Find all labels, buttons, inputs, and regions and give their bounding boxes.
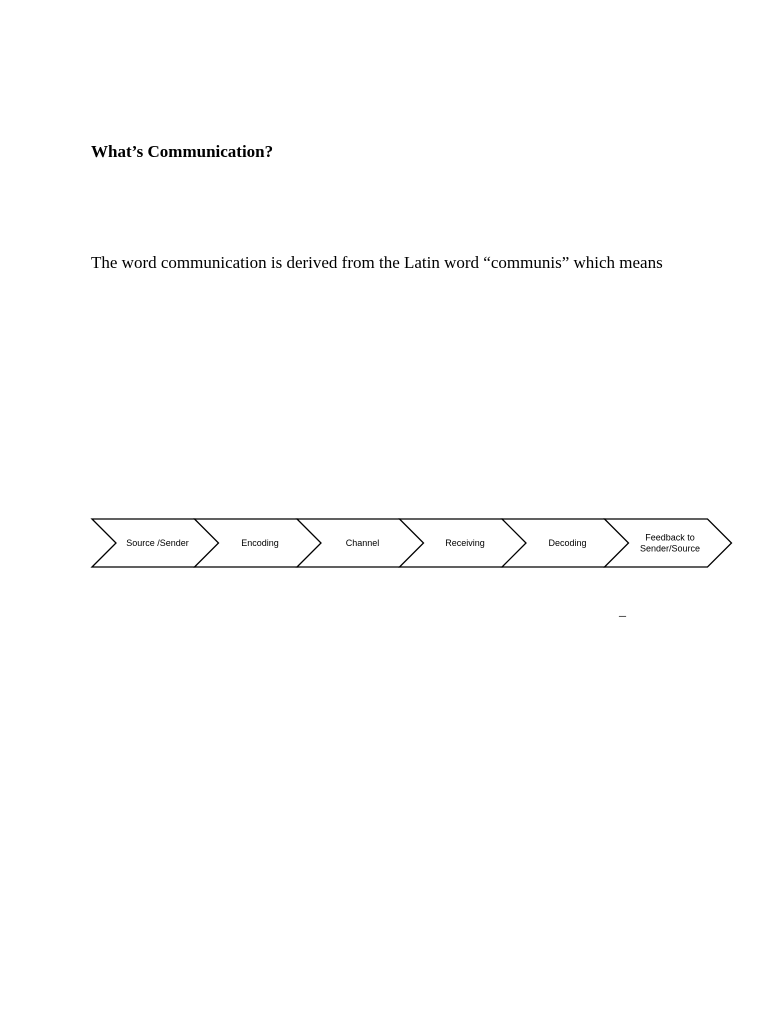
flow-step-label: Decoding xyxy=(548,538,587,548)
flow-step-label: Encoding xyxy=(241,538,279,548)
intro-paragraph: The word communication is derived from the Latin word “communis” which means xyxy=(91,253,663,272)
document-heading: What’s Communication? xyxy=(91,142,274,161)
flow-step-label: Source /Sender xyxy=(126,538,189,548)
flow-step-label: Feedback to xyxy=(645,532,695,543)
flow-step-label: Receiving xyxy=(445,538,485,548)
flow-step-label: Channel xyxy=(345,538,380,548)
flow-step-label: Sender/Source xyxy=(639,543,701,554)
trailing-mark: _ xyxy=(619,604,626,619)
flow-step-1 xyxy=(92,519,219,567)
